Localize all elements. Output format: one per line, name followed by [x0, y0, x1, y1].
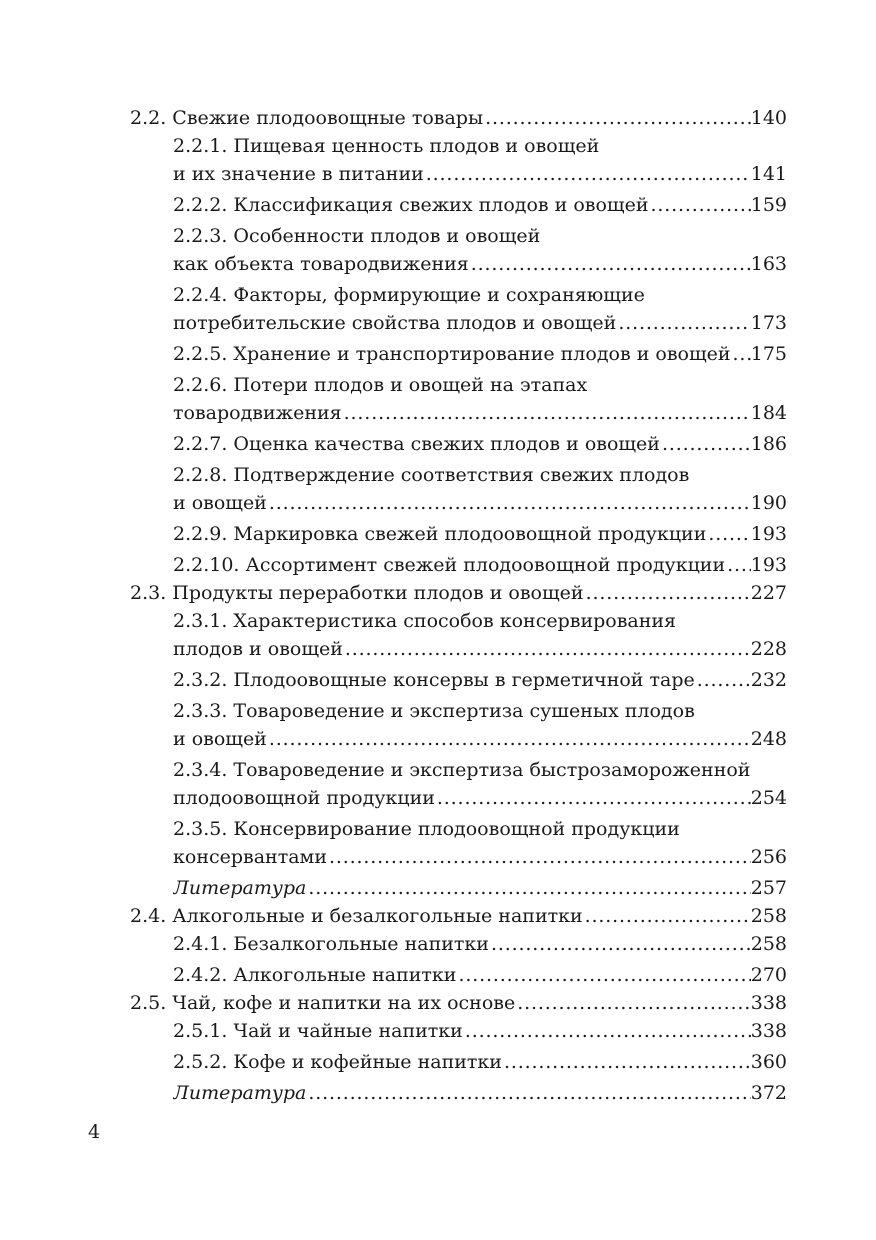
toc-subsection	[130, 756, 787, 812]
toc-subsection	[130, 520, 787, 548]
dot-leader	[327, 843, 751, 871]
toc-page-number: 248	[750, 728, 787, 750]
dot-leader	[731, 340, 751, 368]
toc-title: 2.5.1. Чай и чайные напитки	[173, 1020, 463, 1042]
toc-title: плодов и овощей	[173, 638, 343, 660]
toc-leader-line	[173, 961, 787, 989]
toc-leader-line	[173, 1079, 787, 1107]
toc-title: 2.2.10. Ассортимент свежей плодоовощной продукции	[173, 554, 726, 576]
toc-subsection	[130, 1048, 787, 1076]
toc-page-number: 141	[750, 163, 787, 185]
toc-page-number: 270	[750, 964, 787, 986]
dot-leader	[456, 961, 750, 989]
toc-subsection	[130, 132, 787, 188]
toc-subsection	[130, 430, 787, 458]
dot-leader	[342, 399, 751, 427]
toc-section	[130, 902, 787, 930]
toc-title-line: 2.3.3. Товароведение и экспертиза сушеных плодов	[173, 700, 695, 722]
toc-title: товародвижения	[173, 402, 342, 424]
toc-subsection	[130, 222, 787, 278]
toc-title-line: 2.2.6. Потери плодов и овощей на этапах	[173, 374, 588, 396]
toc-page-number: 258	[750, 905, 787, 927]
toc-leader-line	[173, 1017, 787, 1045]
dot-leader	[725, 551, 751, 579]
toc-leader-line	[173, 784, 787, 812]
toc-title: и овощей	[173, 492, 267, 514]
dot-leader	[267, 725, 751, 753]
toc-title: и их значение в питании	[173, 163, 424, 185]
toc-title: Литература	[173, 877, 307, 899]
toc-title: потребительские свойства плодов и овощей	[173, 312, 617, 334]
dot-leader	[489, 930, 751, 958]
toc-leader-line	[173, 635, 787, 663]
toc-leader-line	[173, 191, 787, 219]
toc-title-line: 2.2.3. Особенности плодов и овощей	[173, 225, 541, 247]
toc-section	[130, 104, 787, 132]
toc-page-number: 227	[750, 582, 787, 604]
dot-leader	[502, 1048, 751, 1076]
toc-leader-line	[173, 309, 787, 337]
toc-title-line: 2.2.1. Пищевая ценность плодов и овощей	[173, 135, 600, 157]
toc-page-number: 256	[750, 846, 787, 868]
toc-subsection	[130, 1017, 787, 1045]
dot-leader	[424, 160, 751, 188]
toc-page-number: 175	[750, 343, 787, 365]
toc-subsection	[130, 551, 787, 579]
toc-title: 2.3. Продукты переработки плодов и овощей	[130, 582, 584, 604]
toc-title: 2.4.2. Алкогольные напитки	[173, 964, 457, 986]
toc-title: и овощей	[173, 728, 267, 750]
toc-title-line: 2.2.4. Факторы, формирующие и сохраняющие	[173, 284, 645, 306]
toc-title: плодоовощной продукции	[173, 787, 435, 809]
toc-page-number: 258	[750, 933, 787, 955]
toc-leader-line	[173, 340, 787, 368]
toc-page-number: 159	[750, 194, 787, 216]
dot-leader	[616, 309, 750, 337]
toc-page-number: 186	[750, 433, 787, 455]
toc-subsection	[130, 815, 787, 871]
toc-page-number: 232	[750, 669, 787, 691]
dot-leader	[306, 1079, 750, 1107]
toc-leader-line	[130, 902, 787, 930]
toc-title: Литература	[173, 1082, 307, 1104]
toc-page-number: 228	[750, 638, 787, 660]
toc-leader-line	[130, 989, 787, 1017]
toc-title: 2.2.2. Классификация свежих плодов и овощей	[173, 194, 649, 216]
table-of-contents	[130, 104, 787, 1107]
toc-leader-line	[173, 250, 787, 278]
page-number: 4	[88, 1121, 101, 1143]
dot-leader	[483, 104, 751, 132]
toc-leader-line	[173, 551, 787, 579]
toc-section	[130, 989, 787, 1017]
toc-subsection	[130, 371, 787, 427]
dot-leader	[515, 989, 751, 1017]
toc-page-number: 184	[750, 402, 787, 424]
toc-page-number: 372	[750, 1082, 787, 1104]
toc-title: 2.2.5. Хранение и транспортирование плодов и овощей	[173, 343, 731, 365]
toc-page-number: 338	[750, 992, 787, 1014]
toc-page-number: 360	[750, 1051, 787, 1073]
toc-title: 2.2. Свежие плодоовощные товары	[130, 107, 484, 129]
toc-title: 2.5.2. Кофе и кофейные напитки	[173, 1051, 502, 1073]
toc-subsection	[130, 930, 787, 958]
toc-leader-line	[173, 725, 787, 753]
toc-leader-line	[173, 930, 787, 958]
toc-subsection	[130, 1079, 787, 1107]
dot-leader	[267, 489, 751, 517]
dot-leader	[660, 430, 751, 458]
toc-page-number: 193	[750, 523, 787, 545]
dot-leader	[695, 666, 751, 694]
toc-leader-line	[130, 104, 787, 132]
dot-leader	[435, 784, 751, 812]
dot-leader	[649, 191, 751, 219]
toc-leader-line	[173, 874, 787, 902]
toc-title-line: 2.3.1. Характеристика способов консервирования	[173, 610, 677, 632]
toc-subsection	[130, 874, 787, 902]
toc-title: 2.4.1. Безалкогольные напитки	[173, 933, 489, 955]
dot-leader	[343, 635, 751, 663]
toc-page-number: 163	[750, 253, 787, 275]
toc-title-line: 2.2.8. Подтверждение соответствия свежих плодов	[173, 464, 690, 486]
dot-leader	[583, 902, 751, 930]
toc-leader-line	[173, 520, 787, 548]
toc-subsection	[130, 191, 787, 219]
toc-page-number: 173	[750, 312, 787, 334]
toc-leader-line	[173, 843, 787, 871]
toc-subsection	[130, 607, 787, 663]
dot-leader	[463, 1017, 751, 1045]
toc-subsection	[130, 697, 787, 753]
toc-leader-line	[173, 430, 787, 458]
toc-page-number: 190	[750, 492, 787, 514]
toc-leader-line	[173, 160, 787, 188]
toc-title: 2.2.9. Маркировка свежей плодоовощной продукции	[173, 523, 707, 545]
toc-title: консервантами	[173, 846, 327, 868]
toc-leader-line	[130, 579, 787, 607]
toc-leader-line	[173, 1048, 787, 1076]
toc-subsection	[130, 281, 787, 337]
toc-subsection	[130, 961, 787, 989]
toc-page-number: 338	[750, 1020, 787, 1042]
dot-leader	[584, 579, 751, 607]
toc-title: 2.4. Алкогольные и безалкогольные напитки	[130, 905, 583, 927]
toc-title-line: 2.3.5. Консервирование плодоовощной продукции	[173, 818, 680, 840]
dot-leader	[469, 250, 751, 278]
toc-subsection	[130, 461, 787, 517]
dot-leader	[706, 520, 750, 548]
toc-title: 2.3.2. Плодоовощные консервы в герметичной таре	[173, 669, 695, 691]
toc-leader-line	[173, 399, 787, 427]
toc-leader-line	[173, 489, 787, 517]
toc-leader-line	[173, 666, 787, 694]
toc-subsection	[130, 340, 787, 368]
toc-title: 2.2.7. Оценка качества свежих плодов и овощей	[173, 433, 660, 455]
toc-subsection	[130, 666, 787, 694]
toc-page-number: 257	[750, 877, 787, 899]
toc-page-number: 140	[750, 107, 787, 129]
toc-title: как объекта товародвижения	[173, 253, 469, 275]
toc-section	[130, 579, 787, 607]
toc-page-number: 254	[750, 787, 787, 809]
toc-title: 2.5. Чай, кофе и напитки на их основе	[130, 992, 516, 1014]
toc-title-line: 2.3.4. Товароведение и экспертиза быстрозамороженной	[173, 759, 751, 781]
toc-page-number: 193	[750, 554, 787, 576]
dot-leader	[306, 874, 750, 902]
